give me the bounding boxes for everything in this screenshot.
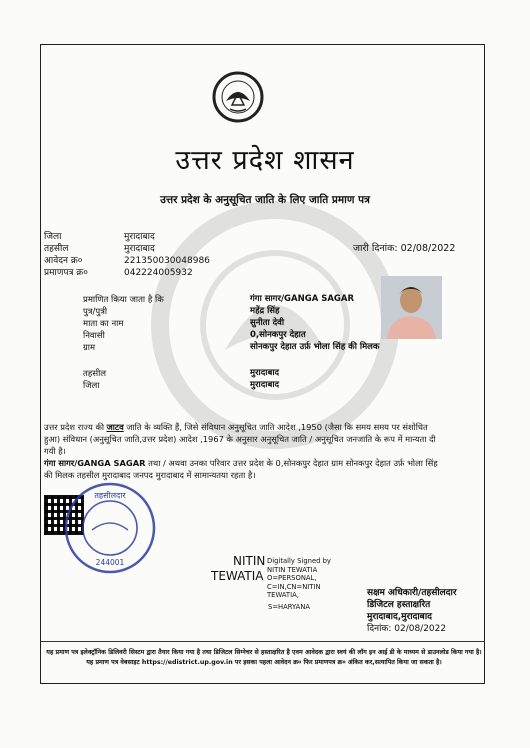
certificate-number: 042224005932 [124, 268, 193, 278]
district-label: जिला [44, 232, 62, 242]
page-title: उत्तर प्रदेश शासन [175, 145, 355, 176]
detail-value: महेंद्र सिंह [250, 306, 280, 316]
detail-value: मुरादाबाद [250, 368, 280, 378]
residence-text: तथा / अथवा उनका परिवार उत्तर प्रदेश के 0,सोनकपुर देहात ग्राम सोनकपुर देहात उर्फ़ भोला सिंह की मिलक तहसील मुरादाबाद जनपद मुरादाबाद में सामान्यतया रहता है। [44, 458, 438, 480]
holder-name: गंगा सागर/GANGA SAGAR [44, 458, 146, 468]
declaration-text: उत्तर प्रदेश राज्य की [44, 422, 107, 432]
seal-pin: 244001 [95, 558, 125, 567]
detail-value: 0,सोनकपुर देहात [250, 330, 306, 340]
footer-divider [41, 641, 484, 642]
digital-signer-name [211, 554, 266, 584]
detail-value: गंगा सागर/GANGA SAGAR [250, 294, 355, 304]
certificate-meta [44, 231, 244, 281]
signature-info-line: C=IN,CN=NITIN [267, 582, 321, 591]
signer-name-line: TEWATIA [211, 569, 264, 583]
detail-value: सोनकपुर देहात उर्फ़ भोला सिंह की मिलक [250, 342, 380, 352]
detail-value: मुरादाबाद [250, 380, 280, 390]
issue-date: जारी दिनांक: 02/08/2022 [353, 243, 456, 254]
officer-designation: सक्षम अधिकारी/तहसीलदार [367, 588, 457, 598]
detail-label: निवासी [83, 331, 105, 341]
application-label: आवेदन क्र० [44, 256, 83, 266]
declaration-text: जाति के व्यक्ति हैं, जिसे संविधान अनुसूचित जाति आदेश ,1950 (जैसा कि समय समय पर संशोधित हुआ) संविधान (अनुसूचित जाति,उत्तर प्रदेश) आदेश ,1967 के अनुसार अनुसूचित जाति / अनुसूचित जनजाति के रूप में मान्यता दी गयी है। [44, 422, 436, 456]
detail-value: सुनीता देवी [250, 318, 285, 328]
application-number: 221350030048986 [124, 256, 210, 266]
tehsil-seal-stamp [62, 480, 158, 576]
tehsil-value: मुरादाबाद [124, 244, 155, 254]
up-state-emblem-icon [212, 71, 264, 123]
detail-label: ग्राम [83, 343, 96, 353]
detail-row [83, 380, 423, 394]
issuing-officer [367, 587, 457, 635]
digital-signature-info [267, 557, 331, 600]
signature-info-line: O=PERSONAL, [267, 574, 317, 582]
signer-name-line: NITIN [233, 554, 266, 568]
signature-state: S=HARYANA [268, 603, 311, 611]
applicant-photo [381, 276, 442, 339]
certificate-label: प्रमाणपत्र क्र० [44, 268, 88, 278]
detail-label: प्रमाणित किया जाता है कि [83, 295, 164, 305]
certificate-subtitle: उत्तर प्रदेश के अनुसूचित जाति के लिए जाति प्रमाण पत्र [160, 194, 370, 206]
officer-location: मुरादाबाद,मुरादाबाद [367, 612, 432, 622]
detail-label: पुत्र/पुत्री [83, 307, 108, 317]
seal-text: तहसीलदार [94, 491, 126, 500]
detail-label: जिला [83, 381, 100, 391]
signature-info-line: TEWATIA, [267, 591, 299, 599]
applicant-details [83, 294, 423, 404]
officer-date: दिनांक: 02/08/2022 [367, 624, 447, 634]
detail-label: तहसील [83, 369, 107, 379]
caste-declaration [44, 421, 444, 459]
detail-label: माता का नाम [83, 319, 124, 329]
caste-name: जाटव [106, 422, 124, 432]
district-value: मुरादाबाद [124, 232, 155, 242]
officer-digital-sign: डिजिटल हस्ताक्षरित [367, 600, 431, 610]
signature-info-line: NITIN TEWATIA [267, 565, 318, 574]
verification-footer: यह प्रमाण पत्र इलेक्ट्रॉनिक डिलिवरी सिस्टम द्वारा तैयार किया गया है तथा डिजिटल सिग्नेचर से हस्ताक्षरित है एवम आवेदक द्वारा स्वयं की लॉग इन आई डी के माध्यम से डाउनलोड किया गया है। यह प्रमाण पत्र वेबसाइट https://edistrict.up.gov.in पर इसका पहला आवेदन क्र० फिर प्रमाणपत्र क्र० अंकित कर,सत्यापित किया जा सकता है। [46, 649, 482, 666]
tehsil-label: तहसील [44, 244, 69, 254]
detail-row [83, 342, 423, 368]
signature-info-line: Digitally Signed by [267, 557, 331, 565]
